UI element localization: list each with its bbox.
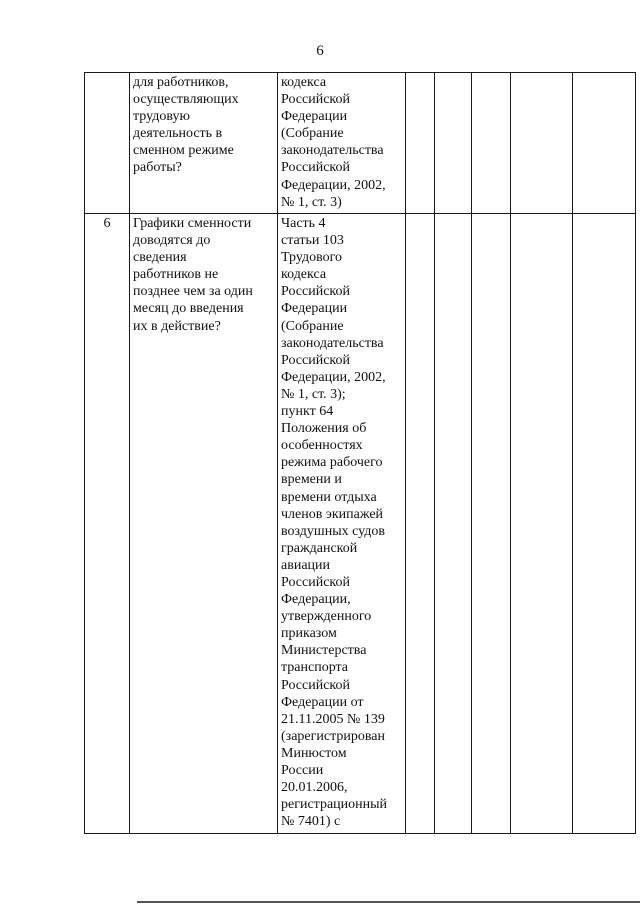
question-text: Графики сменности доводятся до сведения работников не позднее чем за один месяц до введения их в действие? [133, 216, 253, 334]
answer-cell-no [435, 214, 472, 834]
answer-cell-no [435, 73, 472, 214]
legal-reference-cell [278, 73, 406, 214]
checklist-table [84, 72, 636, 834]
answer-cell-not-applicable [472, 214, 511, 834]
legal-reference-cell [278, 214, 406, 834]
answer-cell-note-2 [573, 214, 636, 834]
answer-cell-note-1 [511, 214, 573, 834]
legal-reference-text: Часть 4 статьи 103 Трудового кодекса Российской Федерации (Собрание законодательства Российской Федерации, 2002, № 1, ст. 3); пункт 64 Положения об особенностях режима рабочего времени и времени отдыха членов экипажей воздушных судов гражданской авиации Российской Федерации, утвержденного приказом Министерства транспорта Российской Федерации от 21.11.2005 № 139 (зарегистрирован Минюстом России 20.01.2006, регистрационный № 7401) с [281, 216, 388, 830]
scan-edge-line [137, 901, 640, 903]
answer-cell-yes [406, 73, 435, 214]
answer-cell-not-applicable [472, 73, 511, 214]
table-row [85, 214, 636, 834]
question-cell [130, 214, 278, 834]
table-row [85, 73, 636, 214]
answer-cell-yes [406, 214, 435, 834]
row-number-cell [85, 73, 130, 214]
answer-cell-note-1 [511, 73, 573, 214]
page-number: 6 [316, 43, 324, 59]
question-text: для работников, осуществляющих трудовую деятельность в сменном режиме работы? [133, 75, 239, 176]
answer-cell-note-2 [573, 73, 636, 214]
question-cell [130, 73, 278, 214]
row-number-cell: 6 [85, 214, 130, 834]
legal-reference-text: кодекса Российской Федерации (Собрание законодательства Российской Федерации, 2002, № 1, ст. 3) [281, 75, 386, 210]
